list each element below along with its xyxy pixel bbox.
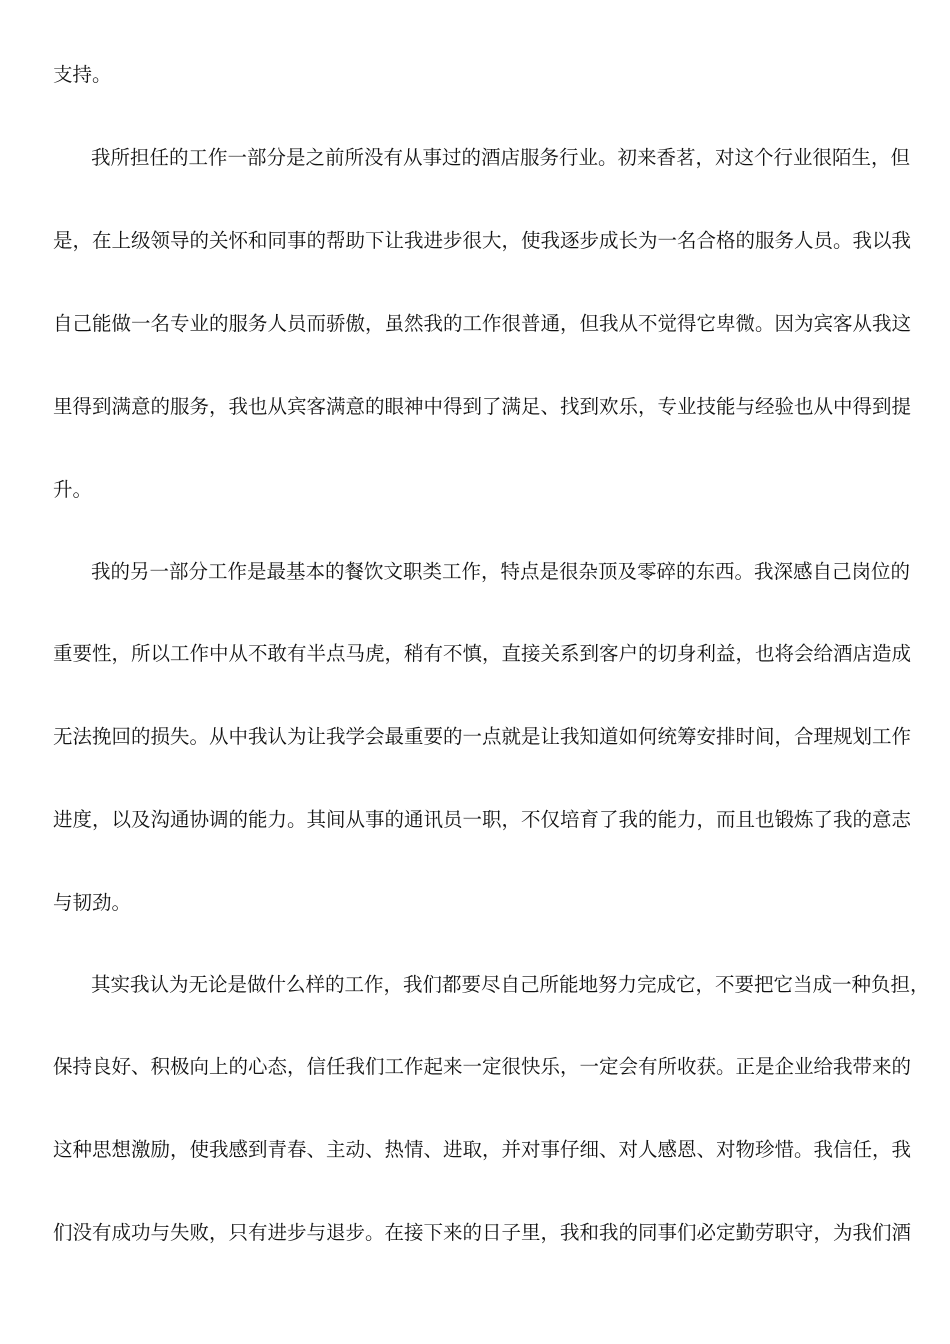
paragraph-line: 这种思想激励，使我感到青春、主动、热情、进取，并对事仔细、对人感恩、对物珍惜。我信任，我: [53, 1138, 912, 1161]
paragraph-line: 升。: [53, 478, 93, 501]
paragraph-line: 自己能做一名专业的服务人员而骄傲，虽然我的工作很普通，但我从不觉得它卑微。因为宾客从我这: [53, 312, 912, 335]
paragraph-line: 保持良好、积极向上的心态，信任我们工作起来一定很快乐，一定会有所收获。正是企业给我带来的: [53, 1055, 912, 1078]
paragraph-line: 我所担任的工作一部分是之前所没有从事过的酒店服务行业。初来香茗，对这个行业很陌生，但: [91, 146, 911, 169]
paragraph-line: 我的另一部分工作是最基本的餐饮文职类工作，特点是很杂顶及零碎的东西。我深感自己岗位的: [91, 560, 911, 583]
paragraph-line: 里得到满意的服务，我也从宾客满意的眼神中得到了满足、找到欢乐，专业技能与经验也从中得到提: [53, 395, 912, 418]
paragraph-line: 无法挽回的损失。从中我认为让我学会最重要的一点就是让我知道如何统筹安排时间，合理规划工作: [53, 725, 912, 748]
paragraph-line: 进度，以及沟通协调的能力。其间从事的通讯员一职，不仅培育了我的能力，而且也锻炼了我的意志: [53, 808, 912, 831]
paragraph-line: 重要性，所以工作中从不敢有半点马虎，稍有不慎，直接关系到客户的切身利益，也将会给酒店造成: [53, 642, 912, 665]
paragraph-line: 们没有成功与失败，只有进步与退步。在接下来的日子里，我和我的同事们必定勤劳职守，为我们酒: [53, 1221, 912, 1244]
paragraph-line: 与韧劲。: [53, 891, 132, 914]
paragraph-line: 是，在上级领导的关怀和同事的帮助下让我进步很大，使我逐步成长为一名合格的服务人员。我以我: [53, 229, 912, 252]
paragraph-line: 其实我认为无论是做什么样的工作，我们都要尽自己所能地努力完成它，不要把它当成一种负担，: [91, 973, 930, 996]
paragraph-line: 支持。: [53, 63, 112, 86]
